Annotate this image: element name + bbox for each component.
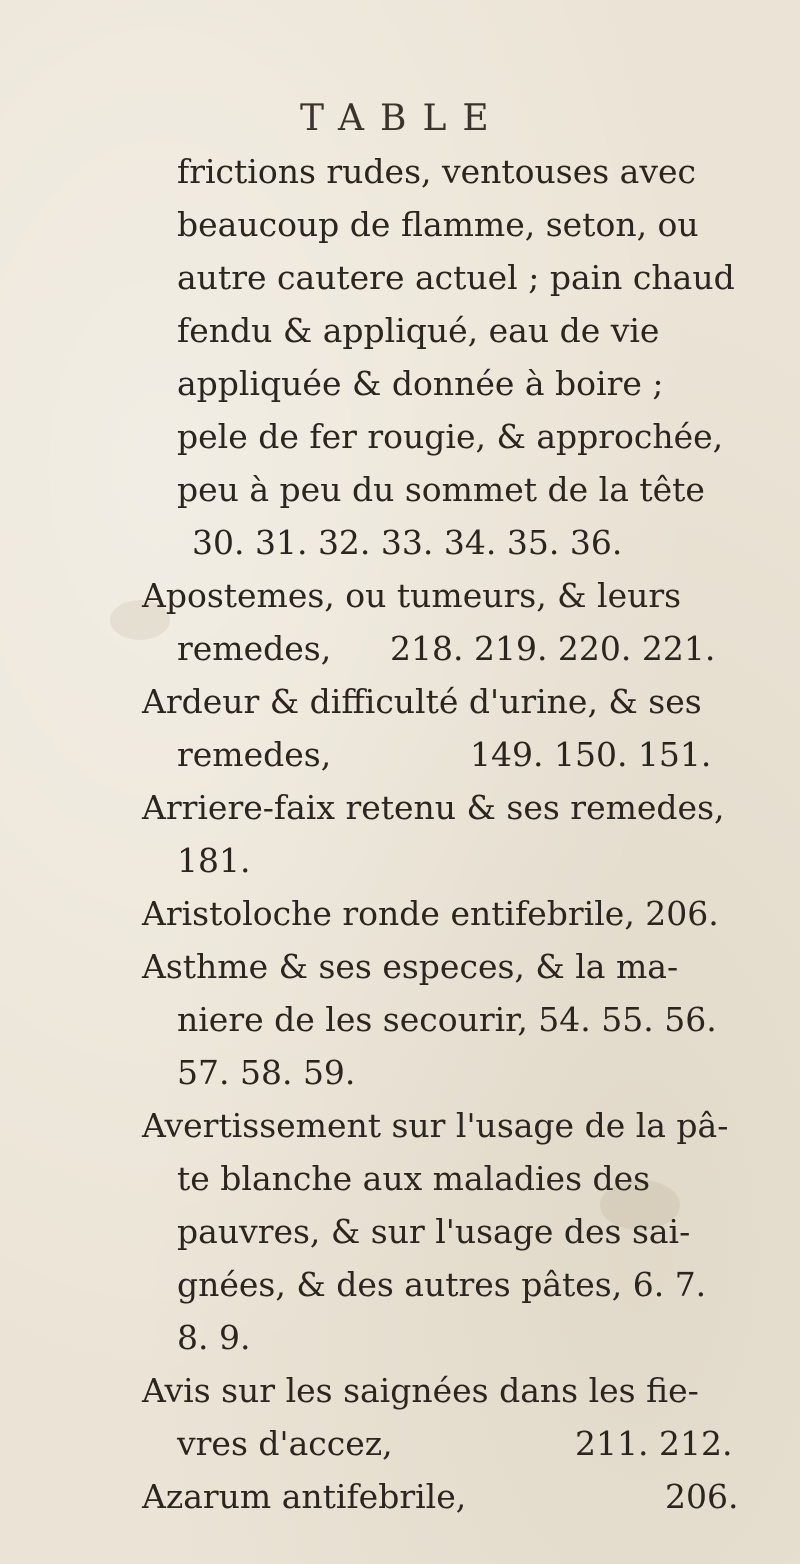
entry-line: Avis sur les saignées dans les fie- <box>142 1371 699 1410</box>
entry-line: vres d'accez, <box>177 1424 393 1463</box>
entry-line: beaucoup de flamme, seton, ou <box>177 205 699 244</box>
entry-line: Aristoloche ronde entifebrile, 206. <box>142 894 719 933</box>
entry-line: remedes, <box>177 629 332 668</box>
entry-line: Asthme & ses especes, & la ma- <box>142 947 679 986</box>
entry-line: remedes, <box>177 735 332 774</box>
entry-line: autre cautere actuel ; pain chaud <box>177 258 735 297</box>
entry-line: 30. 31. 32. 33. 34. 35. 36. <box>192 523 623 562</box>
entry-line: 57. 58. 59. <box>177 1053 356 1092</box>
entry-line: Azarum antifebrile, <box>142 1477 467 1516</box>
entry-page-numbers: 218. 219. 220. 221. <box>390 629 716 668</box>
entry-line: te blanche aux maladies des <box>177 1159 651 1198</box>
entry-page-numbers: 149. 150. 151. <box>470 735 712 774</box>
entry-line: gnées, & des autres pâtes, 6. 7. <box>177 1265 707 1304</box>
entry-line: Ardeur & difficulté d'urine, & ses <box>142 682 702 721</box>
entry-page-numbers: 211. 212. <box>575 1424 733 1463</box>
entry-line: frictions rudes, ventouses avec <box>177 152 697 191</box>
entry-page-numbers: 206. <box>665 1477 739 1516</box>
running-head: TABLE <box>300 98 505 139</box>
entry-line: 181. <box>177 841 251 880</box>
entry-line: appliquée & donnée à boire ; <box>177 364 664 403</box>
entry-line: niere de les secourir, 54. 55. 56. <box>177 1000 717 1039</box>
entry-line: pauvres, & sur l'usage des sai- <box>177 1212 691 1251</box>
entry-line: Avertissement sur l'usage de la pâ- <box>142 1106 729 1145</box>
entry-line: peu à peu du sommet de la tête <box>177 470 705 509</box>
entry-line: Apostemes, ou tumeurs, & leurs <box>142 576 682 615</box>
entry-line: pele de fer rougie, & approchée, <box>177 417 724 456</box>
entry-line: fendu & appliqué, eau de vie <box>177 311 660 350</box>
entry-line: Arriere-faix retenu & ses remedes, <box>142 788 725 827</box>
entry-line: 8. 9. <box>177 1318 251 1357</box>
